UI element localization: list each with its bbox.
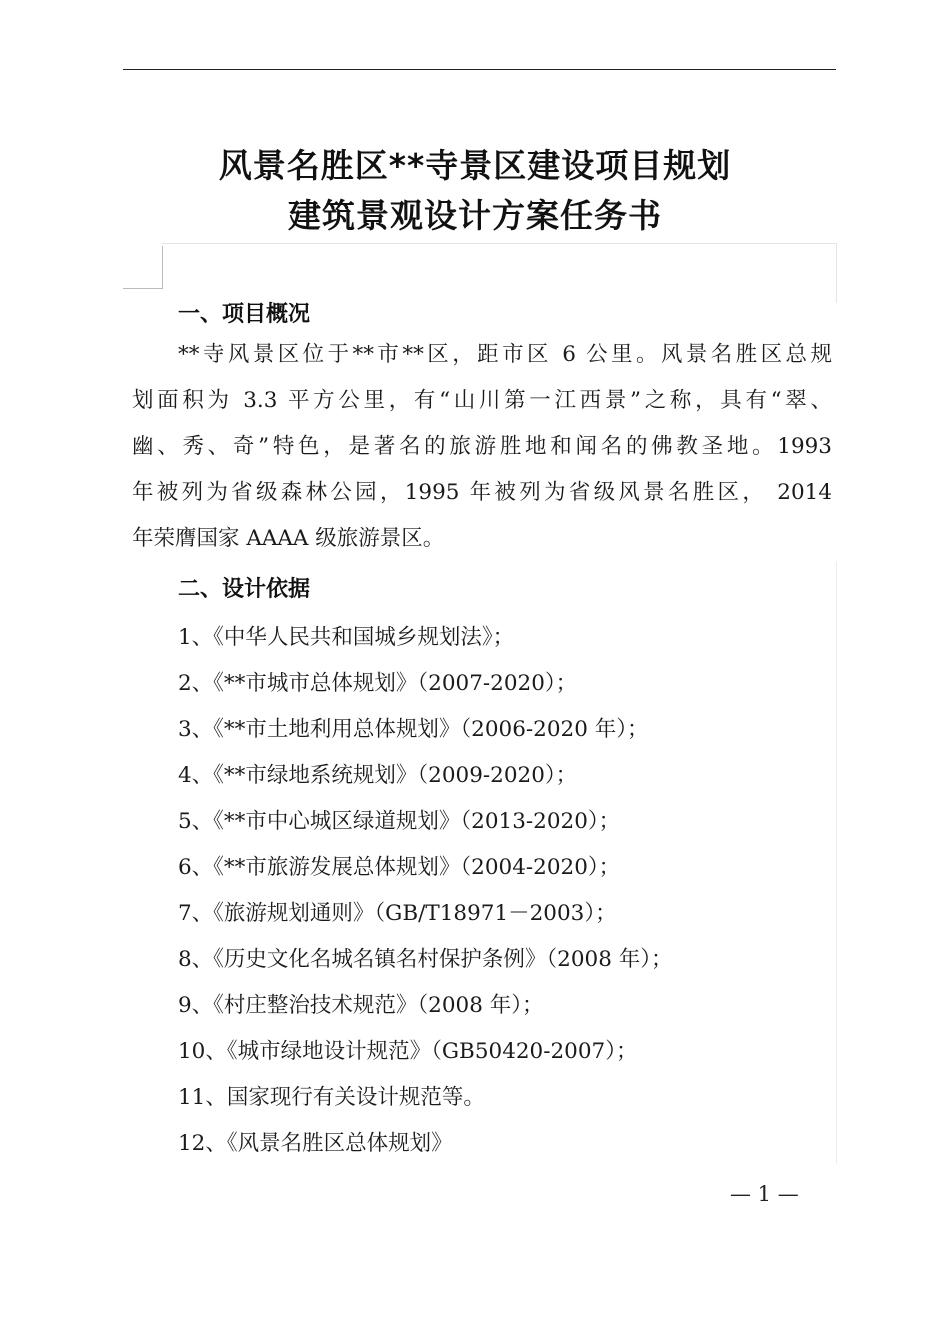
basis-list-item: 9、《村庄整治技术规范》（2008 年）； [178, 993, 544, 1018]
basis-list-item: 4、《**市绿地系统规划》（2009-2020）； [178, 763, 578, 788]
basis-list-item: 8、《历史文化名城名镇名村保护条例》（2008 年）； [178, 947, 673, 972]
paragraph-line: 年荣膺国家 AAAA 级旅游景区。 [132, 526, 445, 551]
basis-list-item: 1、《中华人民共和国城乡规划法》； [178, 625, 515, 650]
margin-corner-mark-vertical [162, 246, 163, 288]
basis-list-item: 12、《风景名胜区总体规划》 [178, 1131, 453, 1156]
section-heading-design-basis: 二、设计依据 [178, 577, 311, 602]
header-rule [123, 69, 836, 70]
basis-list-item: 3、《**市土地利用总体规划》（2006-2020 年）； [178, 717, 649, 742]
text-area-right-edge [836, 243, 837, 303]
paragraph-line: 年被列为省级森林公园，1995 年被列为省级风景名胜区， 2014 [132, 480, 832, 505]
section-heading-overview: 一、项目概况 [178, 302, 311, 327]
paragraph-line: **寺风景区位于**市**区，距市区 6 公里。风景名胜区总规 [178, 342, 832, 367]
basis-list-item: 5、《**市中心城区绿道规划》（2013-2020）； [178, 809, 621, 834]
paragraph-line: 幽、秀、奇”特色，是著名的旅游胜地和闻名的佛教圣地。1993 [132, 434, 832, 459]
overview-paragraph [132, 332, 832, 562]
document-title-line2: 建筑景观设计方案任务书 [288, 196, 662, 235]
basis-list-item: 11、国家现行有关设计规范等。 [178, 1085, 485, 1110]
basis-list-item: 10、《城市绿地设计规范》（GB50420-2007）； [178, 1039, 638, 1064]
text-area-right-edge-lower [836, 562, 837, 1164]
basis-list-item: 2、《**市城市总体规划》（2007-2020）； [178, 671, 578, 696]
text-area-top-edge [162, 243, 836, 244]
paragraph-line: 划面积为 3.3 平方公里，有“山川第一江西景”之称，具有“翠、 [132, 388, 832, 413]
margin-corner-mark-horizontal [123, 288, 163, 289]
basis-list-item: 6、《**市旅游发展总体规划》（2004-2020）； [178, 855, 621, 880]
basis-list-item: 7、《旅游规划通则》（GB/T18971－2003）； [178, 901, 617, 926]
document-title-line1: 风景名胜区**寺景区建设项目规划 [218, 146, 732, 185]
page-number: — 1 — [730, 1182, 799, 1206]
